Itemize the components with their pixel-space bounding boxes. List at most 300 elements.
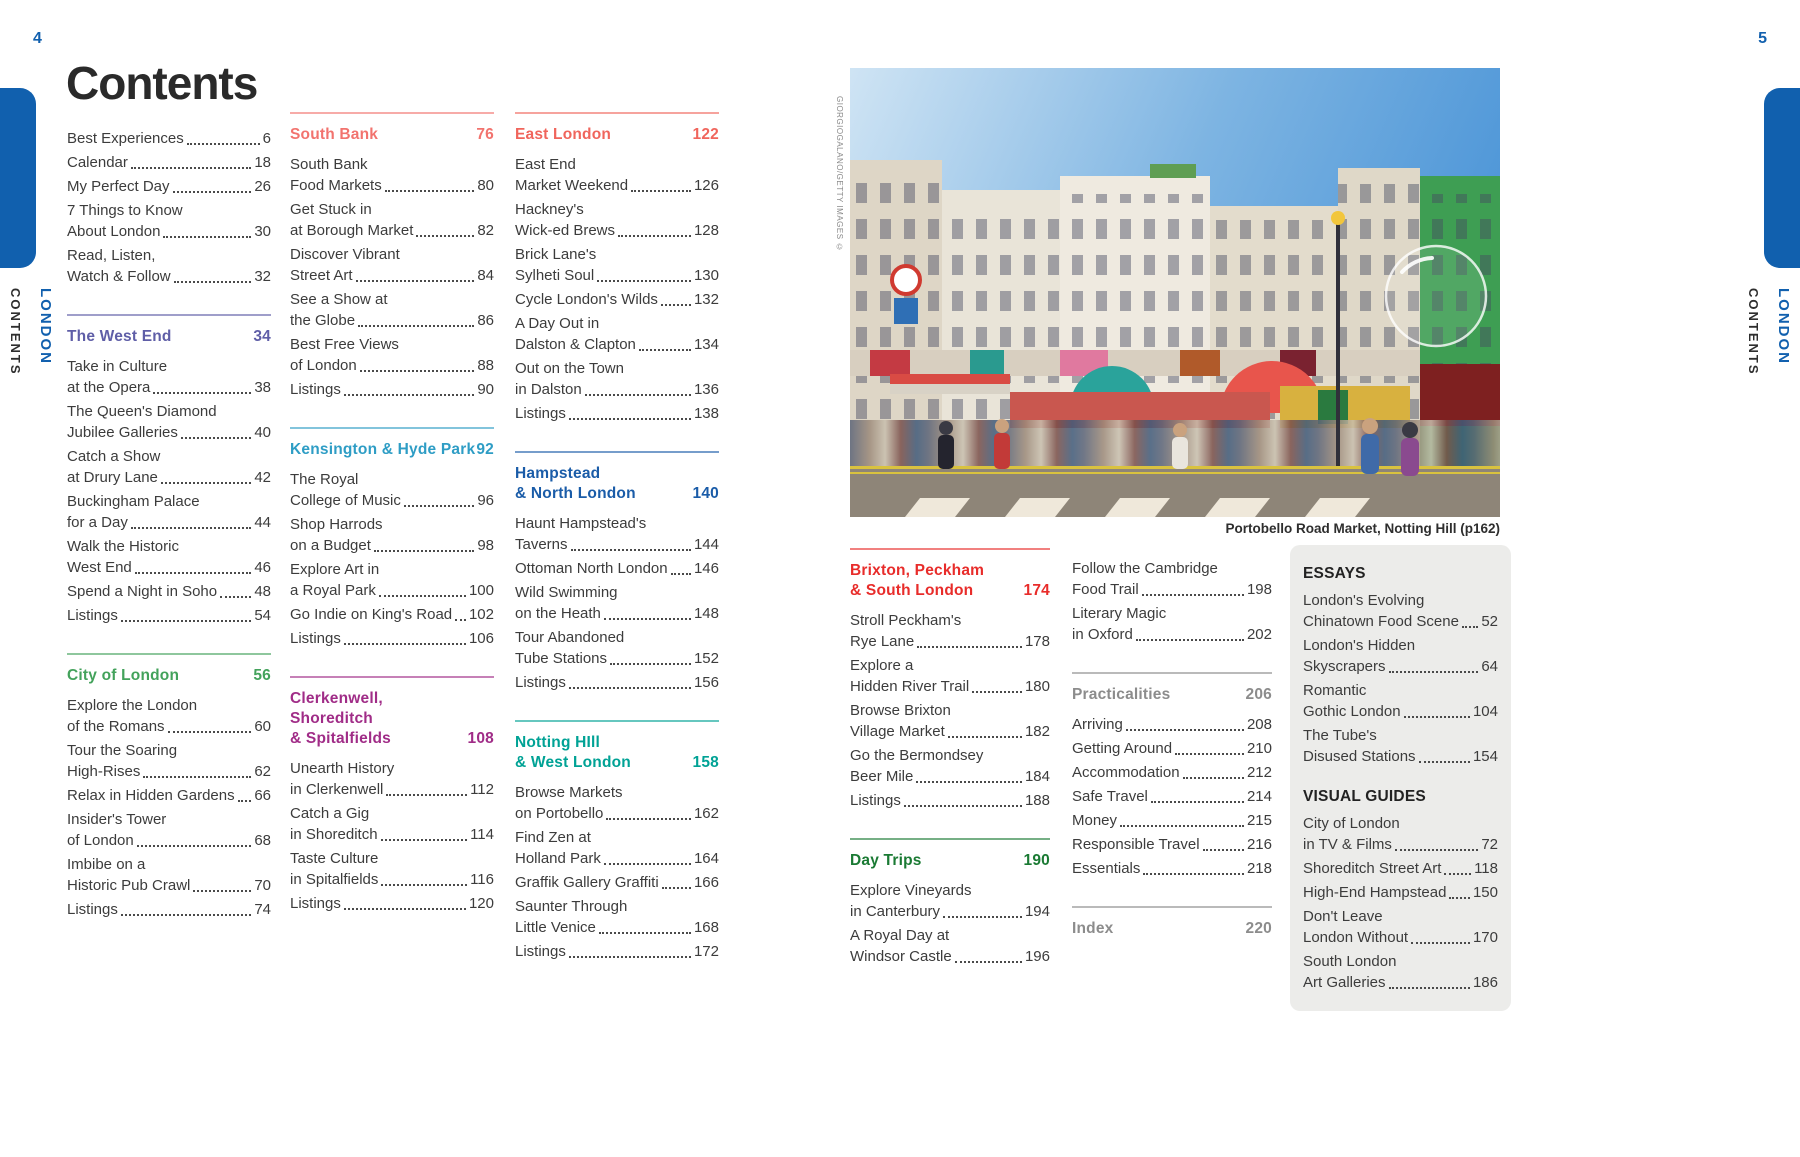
toc-entry-page: 38 bbox=[254, 379, 271, 396]
toc-entry-text: Getting Around bbox=[1072, 740, 1173, 757]
toc-entry bbox=[290, 334, 494, 376]
section-page: 92 bbox=[476, 441, 494, 458]
toc-entry-text: Beer Mile bbox=[850, 768, 914, 785]
dot-leader bbox=[916, 781, 1022, 783]
section-header bbox=[67, 327, 271, 347]
toc-entry-text: Saunter Through bbox=[515, 898, 628, 915]
dot-leader bbox=[416, 235, 474, 237]
section-page: 56 bbox=[253, 667, 271, 684]
dot-leader bbox=[386, 794, 467, 796]
toc-entry-page: 112 bbox=[470, 781, 494, 798]
toc-entry-text: Catch a Gig bbox=[290, 805, 370, 822]
section-page: 174 bbox=[1023, 582, 1050, 599]
toc-entry-page: 170 bbox=[1472, 929, 1498, 946]
toc-entry-page: 194 bbox=[1024, 903, 1050, 920]
dot-leader bbox=[344, 643, 466, 645]
dot-leader bbox=[1444, 873, 1471, 875]
toc-entry bbox=[67, 128, 271, 149]
toc-entry-page: 114 bbox=[470, 826, 494, 843]
toc-entry-text: of the Romans bbox=[67, 718, 165, 735]
toc-entry-text: Shoreditch Street Art bbox=[1303, 860, 1442, 877]
toc-entry bbox=[515, 896, 719, 938]
page-title: Contents bbox=[66, 57, 258, 109]
toc-entry-text: Listings bbox=[290, 381, 341, 398]
toc-section bbox=[290, 676, 494, 914]
toc-entry-text: Catch a Show bbox=[67, 448, 161, 465]
section-title: Hampstead bbox=[515, 465, 601, 482]
section-page: 190 bbox=[1023, 852, 1050, 869]
toc-entry-text: Listings bbox=[67, 607, 118, 624]
toc-entry-text: Listings bbox=[515, 943, 566, 960]
toc-entry-text: Unearth History bbox=[290, 760, 395, 777]
toc-entry bbox=[290, 379, 494, 400]
spine-label-left bbox=[8, 288, 54, 376]
toc-entry bbox=[515, 313, 719, 355]
section-divider bbox=[515, 720, 719, 722]
toc-entry-text: Listings bbox=[515, 405, 566, 422]
toc-section bbox=[1072, 672, 1272, 879]
toc-entry-text: Graffik Gallery Graffiti bbox=[515, 874, 659, 891]
dot-leader bbox=[181, 437, 251, 439]
section-title: The West End bbox=[67, 328, 172, 345]
toc-entry-text: Arriving bbox=[1072, 716, 1123, 733]
toc-entry bbox=[290, 469, 494, 511]
toc-entry bbox=[1303, 882, 1498, 903]
section-divider bbox=[515, 451, 719, 453]
spine-contents-label: CONTENTS bbox=[8, 288, 23, 376]
dot-leader bbox=[569, 956, 691, 958]
section-header bbox=[515, 733, 719, 773]
toc-entry-text: in Dalston bbox=[515, 381, 582, 398]
dot-leader bbox=[121, 620, 251, 622]
toc-entry bbox=[850, 925, 1050, 967]
toc-column-2 bbox=[290, 112, 494, 917]
toc-entry bbox=[515, 672, 719, 693]
dot-leader bbox=[606, 818, 691, 820]
toc-entry bbox=[515, 289, 719, 310]
toc-entry-text: Literary Magic bbox=[1072, 605, 1167, 622]
toc-entry-text: South Bank bbox=[290, 156, 368, 173]
section-page: 122 bbox=[692, 126, 719, 143]
toc-entry bbox=[515, 403, 719, 424]
toc-entry-text: Insider's Tower bbox=[67, 811, 167, 828]
toc-entry-text: Hackney's bbox=[515, 201, 584, 218]
toc-entry-text: Listings bbox=[850, 792, 901, 809]
dot-leader bbox=[381, 884, 467, 886]
toc-entry bbox=[1303, 813, 1498, 855]
toc-entry-page: 156 bbox=[693, 674, 719, 691]
toc-entry bbox=[515, 558, 719, 579]
toc-entry-page: 146 bbox=[693, 560, 719, 577]
toc-entry-page: 6 bbox=[262, 130, 271, 147]
toc-entry bbox=[1303, 635, 1498, 677]
toc-entry bbox=[1072, 558, 1272, 600]
toc-entry-page: 86 bbox=[477, 312, 494, 329]
toc-entry bbox=[1303, 906, 1498, 948]
toc-entry-text: A Day Out in bbox=[515, 315, 600, 332]
toc-entry-text: Holland Park bbox=[515, 850, 601, 867]
toc-entry-page: 216 bbox=[1246, 836, 1272, 853]
toc-entry bbox=[1072, 834, 1272, 855]
toc-entry bbox=[290, 628, 494, 649]
toc-entry bbox=[850, 745, 1050, 787]
dot-leader bbox=[379, 595, 466, 597]
toc-entry-text: Food Trail bbox=[1072, 581, 1139, 598]
dot-leader bbox=[220, 596, 251, 598]
toc-entry-text: Disused Stations bbox=[1303, 748, 1416, 765]
toc-entry-page: 102 bbox=[468, 606, 494, 623]
toc-entry-page: 186 bbox=[1472, 974, 1498, 991]
toc-entry-page: 118 bbox=[1474, 860, 1498, 877]
toc-entry-page: 215 bbox=[1246, 812, 1272, 829]
toc-entry-text: Read, Listen, bbox=[67, 247, 156, 264]
toc-entry bbox=[290, 758, 494, 800]
dot-leader bbox=[173, 191, 252, 193]
toc-section bbox=[67, 653, 271, 920]
toc-entry-page: 60 bbox=[254, 718, 271, 735]
section-title: City of London bbox=[67, 667, 180, 684]
toc-entry bbox=[67, 245, 271, 287]
toc-entry bbox=[67, 200, 271, 242]
toc-entry-text: Don't Leave bbox=[1303, 908, 1383, 925]
toc-entry-page: 144 bbox=[693, 536, 719, 553]
toc-entry bbox=[515, 199, 719, 241]
toc-entry bbox=[515, 827, 719, 869]
toc-column-5 bbox=[1072, 558, 1272, 948]
essays-group bbox=[1303, 563, 1498, 767]
toc-entry-text: Out on the Town bbox=[515, 360, 624, 377]
toc-entry bbox=[290, 199, 494, 241]
essays-group-title: VISUAL GUIDES bbox=[1303, 788, 1426, 805]
toc-entry-page: 98 bbox=[477, 537, 494, 554]
essays-box bbox=[1290, 545, 1511, 1011]
toc-entry bbox=[515, 358, 719, 400]
toc-block bbox=[67, 128, 271, 287]
section-title: Brixton, Peckham bbox=[850, 562, 985, 579]
spine-tab-left bbox=[0, 88, 36, 268]
toc-entry-text: Brick Lane's bbox=[515, 246, 597, 263]
section-title: South Bank bbox=[290, 126, 379, 143]
dot-leader bbox=[948, 736, 1022, 738]
toc-entry-text: Discover Vibrant bbox=[290, 246, 400, 263]
toc-entry-text: in Shoreditch bbox=[290, 826, 378, 843]
section-page: 140 bbox=[692, 485, 719, 502]
toc-entry-page: 30 bbox=[254, 223, 271, 240]
toc-entry-text: Browse Markets bbox=[515, 784, 623, 801]
toc-entry-text: Watch & Follow bbox=[67, 268, 171, 285]
toc-entry-text: South London bbox=[1303, 953, 1397, 970]
toc-entry-text: Find Zen at bbox=[515, 829, 591, 846]
toc-entry-text: Skyscrapers bbox=[1303, 658, 1386, 675]
toc-entry bbox=[515, 872, 719, 893]
section-divider bbox=[290, 112, 494, 114]
toc-entry-text: About London bbox=[67, 223, 161, 240]
toc-entry-text: on Portobello bbox=[515, 805, 604, 822]
toc-entry-text: Chinatown Food Scene bbox=[1303, 613, 1459, 630]
section-divider bbox=[850, 548, 1050, 550]
toc-entry-text: Rye Lane bbox=[850, 633, 915, 650]
toc-entry-text: Explore the London bbox=[67, 697, 198, 714]
toc-entry-page: 218 bbox=[1246, 860, 1272, 877]
toc-entry-page: 74 bbox=[254, 901, 271, 918]
toc-entry-page: 42 bbox=[254, 469, 271, 486]
toc-entry-text: Dalston & Clapton bbox=[515, 336, 636, 353]
toc-entry-page: 172 bbox=[693, 943, 719, 960]
spine-contents-label: CONTENTS bbox=[1746, 288, 1761, 376]
section-page: 220 bbox=[1245, 920, 1272, 937]
toc-entry bbox=[515, 154, 719, 196]
toc-entry bbox=[67, 356, 271, 398]
toc-entry-text: London's Evolving bbox=[1303, 592, 1425, 609]
toc-entry-text: Sylheti Soul bbox=[515, 267, 595, 284]
toc-section bbox=[515, 720, 719, 962]
toc-entry-text: on the Heath bbox=[515, 605, 601, 622]
toc-entry bbox=[515, 627, 719, 669]
toc-entry-text: Historic Pub Crawl bbox=[67, 877, 191, 894]
section-page: 34 bbox=[253, 328, 271, 345]
section-divider bbox=[515, 112, 719, 114]
toc-entry-page: 126 bbox=[693, 177, 719, 194]
toc-entry-text: at the Opera bbox=[67, 379, 151, 396]
toc-entry-text: Essentials bbox=[1072, 860, 1141, 877]
dot-leader bbox=[358, 325, 474, 327]
section-title: Shoreditch bbox=[290, 710, 373, 727]
toc-entry bbox=[290, 803, 494, 845]
toc-entry-text: Get Stuck in bbox=[290, 201, 372, 218]
toc-entry bbox=[290, 244, 494, 286]
dot-leader bbox=[1175, 753, 1244, 755]
toc-entry bbox=[67, 854, 271, 896]
toc-entry-text: A Royal Day at bbox=[850, 927, 950, 944]
toc-entry-text: Listings bbox=[67, 901, 118, 918]
toc-entry-text: Wild Swimming bbox=[515, 584, 618, 601]
toc-entry-text: Jubilee Galleries bbox=[67, 424, 178, 441]
toc-entry-text: Walk the Historic bbox=[67, 538, 179, 555]
section-header bbox=[850, 561, 1050, 601]
toc-entry-text: Shop Harrods bbox=[290, 516, 383, 533]
toc-section bbox=[290, 427, 494, 649]
toc-entry-page: 40 bbox=[254, 424, 271, 441]
toc-entry bbox=[67, 581, 271, 602]
toc-entry-text: Explore Vineyards bbox=[850, 882, 972, 899]
toc-entry-text: Haunt Hampstead's bbox=[515, 515, 647, 532]
dot-leader bbox=[187, 143, 260, 145]
toc-entry-text: Romantic bbox=[1303, 682, 1367, 699]
dot-leader bbox=[1389, 671, 1479, 673]
toc-entry-text: Market Weekend bbox=[515, 177, 629, 194]
section-title: Clerkenwell, bbox=[290, 690, 383, 707]
section-title: & North London bbox=[515, 485, 636, 502]
toc-block bbox=[1072, 558, 1272, 645]
toc-entry-page: 54 bbox=[254, 607, 271, 624]
section-header bbox=[67, 666, 271, 686]
toc-entry bbox=[290, 289, 494, 331]
dot-leader bbox=[661, 304, 691, 306]
dot-leader bbox=[193, 890, 251, 892]
toc-entry-page: 198 bbox=[1246, 581, 1272, 598]
photo-caption: Portobello Road Market, Notting Hill (p162) bbox=[1225, 521, 1500, 536]
toc-entry bbox=[850, 880, 1050, 922]
toc-entry-text: of London bbox=[290, 357, 357, 374]
toc-entry bbox=[1072, 762, 1272, 783]
toc-entry-page: 100 bbox=[468, 582, 494, 599]
toc-entry-text: Explore a bbox=[850, 657, 914, 674]
toc-entry-page: 138 bbox=[693, 405, 719, 422]
section-header bbox=[515, 125, 719, 145]
dot-leader bbox=[662, 887, 691, 889]
toc-entry bbox=[290, 154, 494, 196]
toc-entry-text: Taverns bbox=[515, 536, 568, 553]
toc-column-1 bbox=[67, 128, 271, 923]
dot-leader bbox=[604, 863, 691, 865]
toc-entry-text: in Oxford bbox=[1072, 626, 1133, 643]
toc-section bbox=[850, 548, 1050, 811]
toc-entry bbox=[850, 610, 1050, 652]
toc-entry-text: Buckingham Palace bbox=[67, 493, 200, 510]
section-divider bbox=[67, 653, 271, 655]
dot-leader bbox=[1136, 639, 1244, 641]
toc-entry-page: 18 bbox=[254, 154, 271, 171]
toc-entry-text: My Perfect Day bbox=[67, 178, 170, 195]
dot-leader bbox=[131, 167, 251, 169]
dot-leader bbox=[385, 190, 475, 192]
section-title: East London bbox=[515, 126, 612, 143]
toc-entry bbox=[67, 785, 271, 806]
toc-entry-text: Art Galleries bbox=[1303, 974, 1386, 991]
section-divider bbox=[850, 838, 1050, 840]
dot-leader bbox=[639, 349, 691, 351]
toc-entry-page: 164 bbox=[693, 850, 719, 867]
toc-entry-text: Tour the Soaring bbox=[67, 742, 178, 759]
toc-entry-text: Ottoman North London bbox=[515, 560, 668, 577]
toc-entry bbox=[515, 582, 719, 624]
dot-leader bbox=[1183, 777, 1244, 779]
dot-leader bbox=[917, 646, 1022, 648]
toc-entry-text: Go Indie on King's Road bbox=[290, 606, 453, 623]
toc-entry-page: 132 bbox=[693, 291, 719, 308]
toc-entry-text: Stroll Peckham's bbox=[850, 612, 962, 629]
toc-entry-page: 162 bbox=[693, 805, 719, 822]
section-header bbox=[1072, 919, 1272, 939]
toc-entry-page: 72 bbox=[1481, 836, 1498, 853]
toc-entry bbox=[1303, 680, 1498, 722]
toc-entry-page: 182 bbox=[1024, 723, 1050, 740]
toc-entry-page: 168 bbox=[693, 919, 719, 936]
toc-entry bbox=[67, 695, 271, 737]
section-header bbox=[290, 125, 494, 145]
dot-leader bbox=[374, 550, 474, 552]
toc-section bbox=[850, 838, 1050, 967]
dot-leader bbox=[360, 370, 475, 372]
toc-entry bbox=[290, 893, 494, 914]
toc-entry-page: 196 bbox=[1024, 948, 1050, 965]
dot-leader bbox=[121, 914, 251, 916]
dot-leader bbox=[569, 418, 691, 420]
toc-entry bbox=[1072, 714, 1272, 735]
toc-entry bbox=[1072, 858, 1272, 879]
toc-entry bbox=[290, 604, 494, 625]
dot-leader bbox=[381, 839, 468, 841]
toc-entry bbox=[515, 782, 719, 824]
dot-leader bbox=[163, 236, 251, 238]
toc-entry-text: Village Market bbox=[850, 723, 945, 740]
spine-tab-right bbox=[1764, 88, 1800, 268]
section-divider bbox=[290, 676, 494, 678]
section-divider bbox=[1072, 672, 1272, 674]
toc-entry-page: 184 bbox=[1024, 768, 1050, 785]
section-page: 158 bbox=[692, 754, 719, 771]
toc-entry bbox=[850, 700, 1050, 742]
spine-london-label: LONDON bbox=[37, 288, 54, 365]
toc-entry bbox=[1072, 738, 1272, 759]
toc-entry-page: 26 bbox=[254, 178, 271, 195]
dot-leader bbox=[143, 776, 251, 778]
toc-entry bbox=[67, 740, 271, 782]
toc-entry-text: Accommodation bbox=[1072, 764, 1180, 781]
section-header bbox=[850, 851, 1050, 871]
toc-entry bbox=[67, 899, 271, 920]
toc-entry-text: in TV & Films bbox=[1303, 836, 1392, 853]
toc-entry-page: 46 bbox=[254, 559, 271, 576]
dot-leader bbox=[955, 961, 1022, 963]
toc-entry-text: Tube Stations bbox=[515, 650, 607, 667]
toc-column-3 bbox=[515, 112, 719, 965]
dot-leader bbox=[153, 392, 251, 394]
toc-entry-page: 116 bbox=[470, 871, 494, 888]
section-divider bbox=[67, 314, 271, 316]
toc-entry-page: 104 bbox=[1472, 703, 1498, 720]
dot-leader bbox=[904, 805, 1022, 807]
toc-entry-page: 88 bbox=[477, 357, 494, 374]
toc-entry-text: Relax in Hidden Gardens bbox=[67, 787, 235, 804]
dot-leader bbox=[344, 394, 474, 396]
toc-entry-text: London Without bbox=[1303, 929, 1409, 946]
toc-entry-text: a Royal Park bbox=[290, 582, 376, 599]
essays-group bbox=[1303, 786, 1498, 993]
toc-entry bbox=[1072, 810, 1272, 831]
dot-leader bbox=[344, 908, 466, 910]
toc-entry-page: 202 bbox=[1246, 626, 1272, 643]
toc-entry-page: 148 bbox=[693, 605, 719, 622]
toc-entry-text: Windsor Castle bbox=[850, 948, 952, 965]
dot-leader bbox=[943, 916, 1022, 918]
dot-leader bbox=[1203, 849, 1244, 851]
toc-entry-text: Gothic London bbox=[1303, 703, 1401, 720]
toc-entry bbox=[1303, 590, 1498, 632]
toc-section bbox=[1072, 906, 1272, 939]
toc-entry-text: See a Show at bbox=[290, 291, 388, 308]
section-divider bbox=[290, 427, 494, 429]
toc-entry-page: 96 bbox=[477, 492, 494, 509]
dot-leader bbox=[404, 505, 474, 507]
toc-entry-text: in Clerkenwell bbox=[290, 781, 384, 798]
toc-entry-text: Spend a Night in Soho bbox=[67, 583, 218, 600]
section-page: 76 bbox=[476, 126, 494, 143]
page-number-left: 4 bbox=[33, 30, 42, 47]
dot-leader bbox=[1142, 594, 1244, 596]
dot-leader bbox=[137, 845, 252, 847]
toc-entry-text: East End bbox=[515, 156, 576, 173]
toc-entry-text: in Canterbury bbox=[850, 903, 941, 920]
toc-entry bbox=[67, 401, 271, 443]
dot-leader bbox=[174, 281, 252, 283]
toc-entry-text: Calendar bbox=[67, 154, 128, 171]
toc-entry-text: London's Hidden bbox=[1303, 637, 1416, 654]
dot-leader bbox=[1411, 942, 1470, 944]
toc-entry-text: Take in Culture bbox=[67, 358, 168, 375]
dot-leader bbox=[1151, 801, 1244, 803]
dot-leader bbox=[569, 687, 691, 689]
